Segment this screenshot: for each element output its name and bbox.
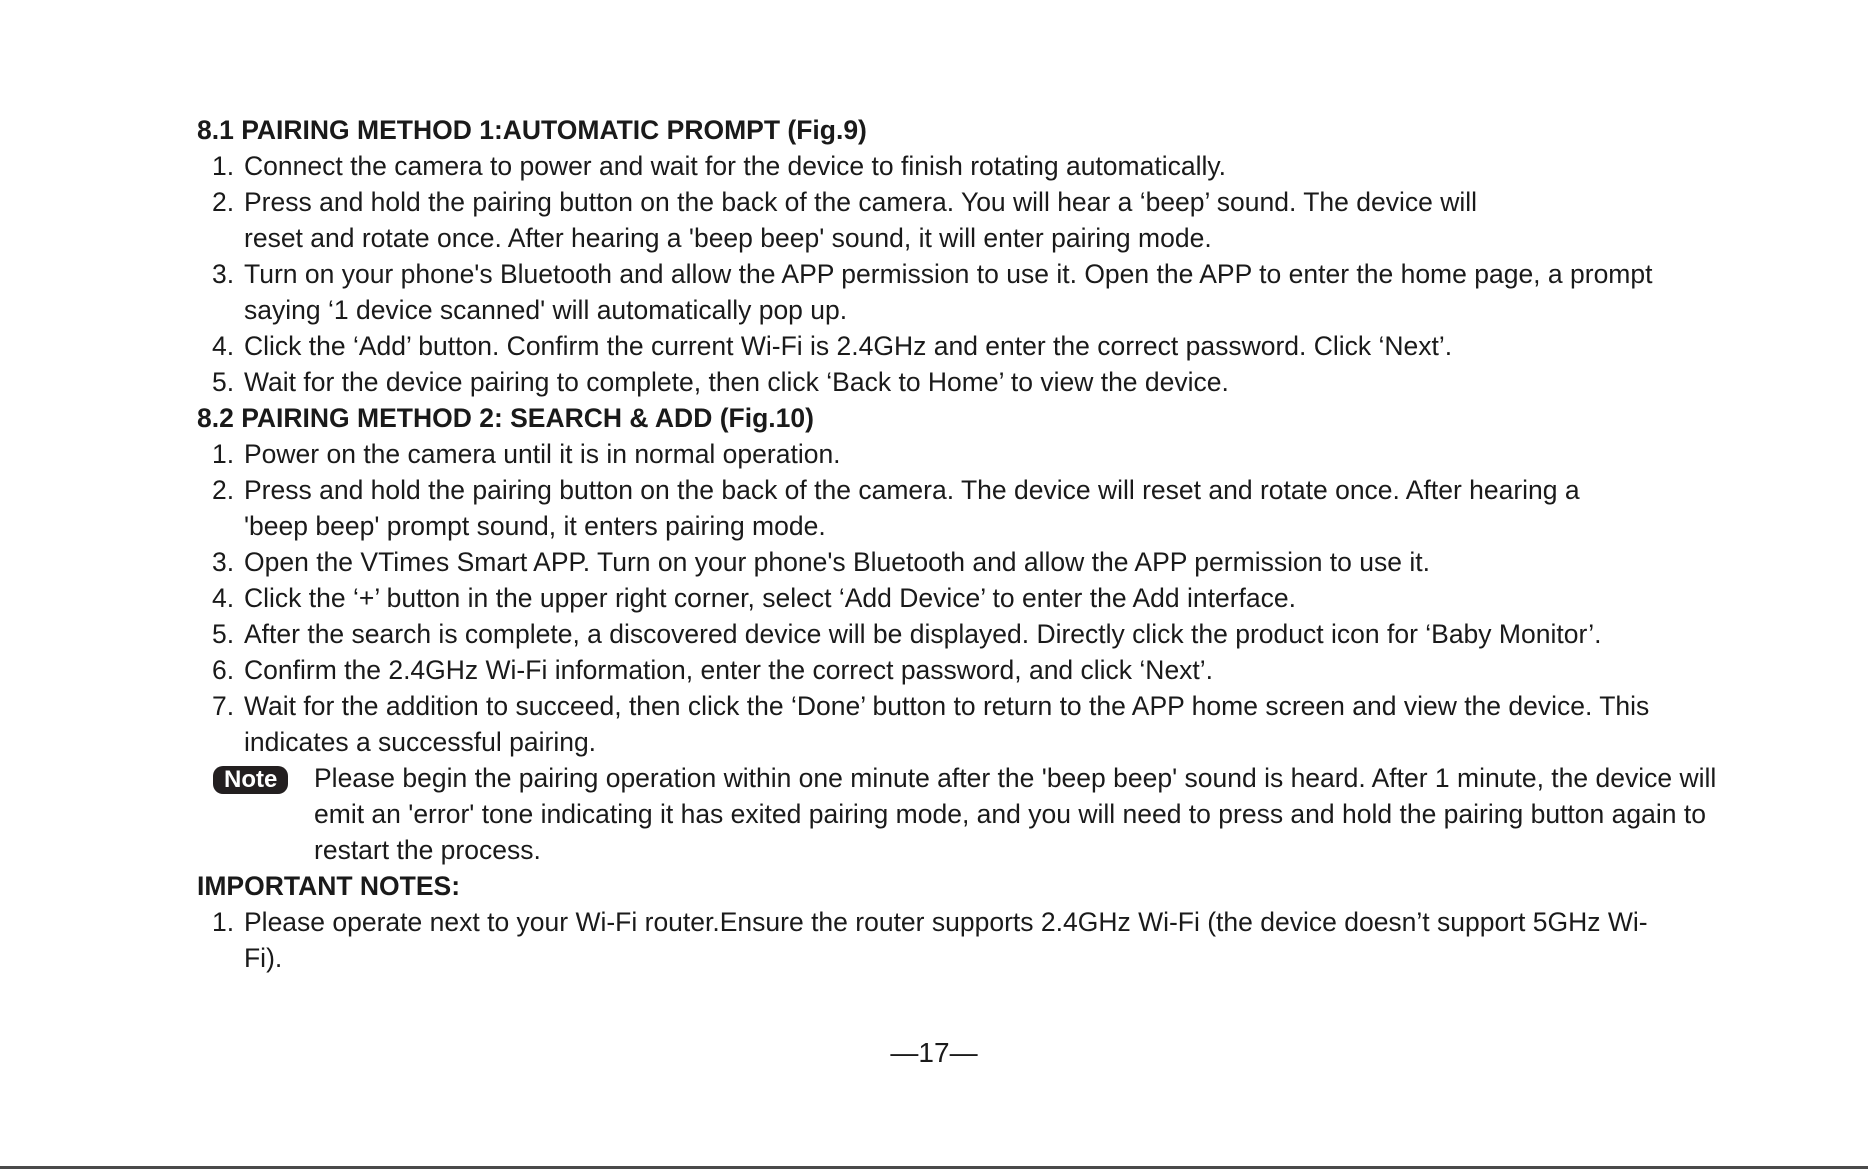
step-number: 3. [212, 259, 235, 289]
method-1-steps [197, 148, 1717, 400]
important-note-item [197, 904, 1717, 976]
step-number: 6. [212, 655, 235, 685]
method-1-step [197, 184, 1717, 256]
step-text: Wait for the addition to succeed, then click the ‘Done’ button to return to the APP home screen and view the device. This indicates a successful pairing. [244, 691, 1650, 757]
step-text: Turn on your phone's Bluetooth and allow the APP permission to use it. Open the APP to enter the home page, a prompt saying ‘1 device scanned' will automatically pop up. [244, 259, 1653, 325]
step-text: Press and hold the pairing button on the back of the camera. You will hear a ‘beep’ sound. The device will reset and rotate once. After hearing a 'beep beep' sound, it will enter pairing mode. [244, 187, 1478, 253]
step-number: 2. [212, 187, 235, 217]
method-1-step [197, 148, 1717, 184]
important-notes-list [197, 904, 1717, 976]
method-2-step [197, 652, 1717, 688]
method-1-step [197, 328, 1717, 364]
step-number: 2. [212, 475, 235, 505]
step-text: Please operate next to your Wi-Fi router.Ensure the router supports 2.4GHz Wi-Fi (the device doesn’t support 5GHz Wi-Fi). [244, 907, 1648, 973]
important-notes-heading: IMPORTANT NOTES: [197, 871, 461, 901]
method-2-step [197, 544, 1717, 580]
step-text: Click the ‘Add’ button. Confirm the current Wi-Fi is 2.4GHz and enter the correct password. Click ‘Next’. [244, 331, 1453, 361]
step-text: Wait for the device pairing to complete, then click ‘Back to Home’ to view the device. [244, 367, 1229, 397]
step-number: 1. [212, 907, 235, 937]
method-2-step [197, 436, 1717, 472]
step-text: Open the VTimes Smart APP. Turn on your phone's Bluetooth and allow the APP permission to use it. [244, 547, 1430, 577]
step-number: 5. [212, 367, 235, 397]
note-badge-wrapper [213, 760, 314, 868]
step-text: After the search is complete, a discovered device will be displayed. Directly click the product icon for ‘Baby Monitor’. [244, 619, 1602, 649]
method-1-step [197, 256, 1717, 328]
manual-page-content [197, 112, 1717, 976]
step-number: 5. [212, 619, 235, 649]
method-2-step [197, 472, 1717, 544]
step-number: 4. [212, 583, 235, 613]
step-number: 7. [212, 691, 235, 721]
note-badge: Note [213, 766, 288, 794]
step-number: 4. [212, 331, 235, 361]
step-number: 1. [212, 151, 235, 181]
method-2-step [197, 616, 1717, 652]
step-text: Click the ‘+’ button in the upper right corner, select ‘Add Device’ to enter the Add interface. [244, 583, 1297, 613]
pairing-note [197, 760, 1717, 868]
section-heading-method-1: 8.1 PAIRING METHOD 1:AUTOMATIC PROMPT (Fig.9) [197, 115, 867, 145]
page-number: —17— [890, 1037, 978, 1068]
step-number: 1. [212, 439, 235, 469]
step-number: 3. [212, 547, 235, 577]
step-text: Confirm the 2.4GHz Wi-Fi information, enter the correct password, and click ‘Next’. [244, 655, 1214, 685]
method-2-step [197, 688, 1717, 760]
method-1-step [197, 364, 1717, 400]
step-text: Power on the camera until it is in normal operation. [244, 439, 841, 469]
note-text: Please begin the pairing operation within one minute after the 'beep beep' sound is heard. After 1 minute, the device will emit an 'error' tone indicating it has exited pairing mode, and you will need to press and hold the pairing button again to restart the process. [314, 763, 1717, 865]
method-2-steps [197, 436, 1717, 760]
step-text: Connect the camera to power and wait for the device to finish rotating automatically. [244, 151, 1227, 181]
method-2-step [197, 580, 1717, 616]
step-text: Press and hold the pairing button on the back of the camera. The device will reset and rotate once. After hearing a 'beep beep' prompt sound, it enters pairing mode. [244, 475, 1580, 541]
section-heading-method-2: 8.2 PAIRING METHOD 2: SEARCH & ADD (Fig.10) [197, 403, 814, 433]
